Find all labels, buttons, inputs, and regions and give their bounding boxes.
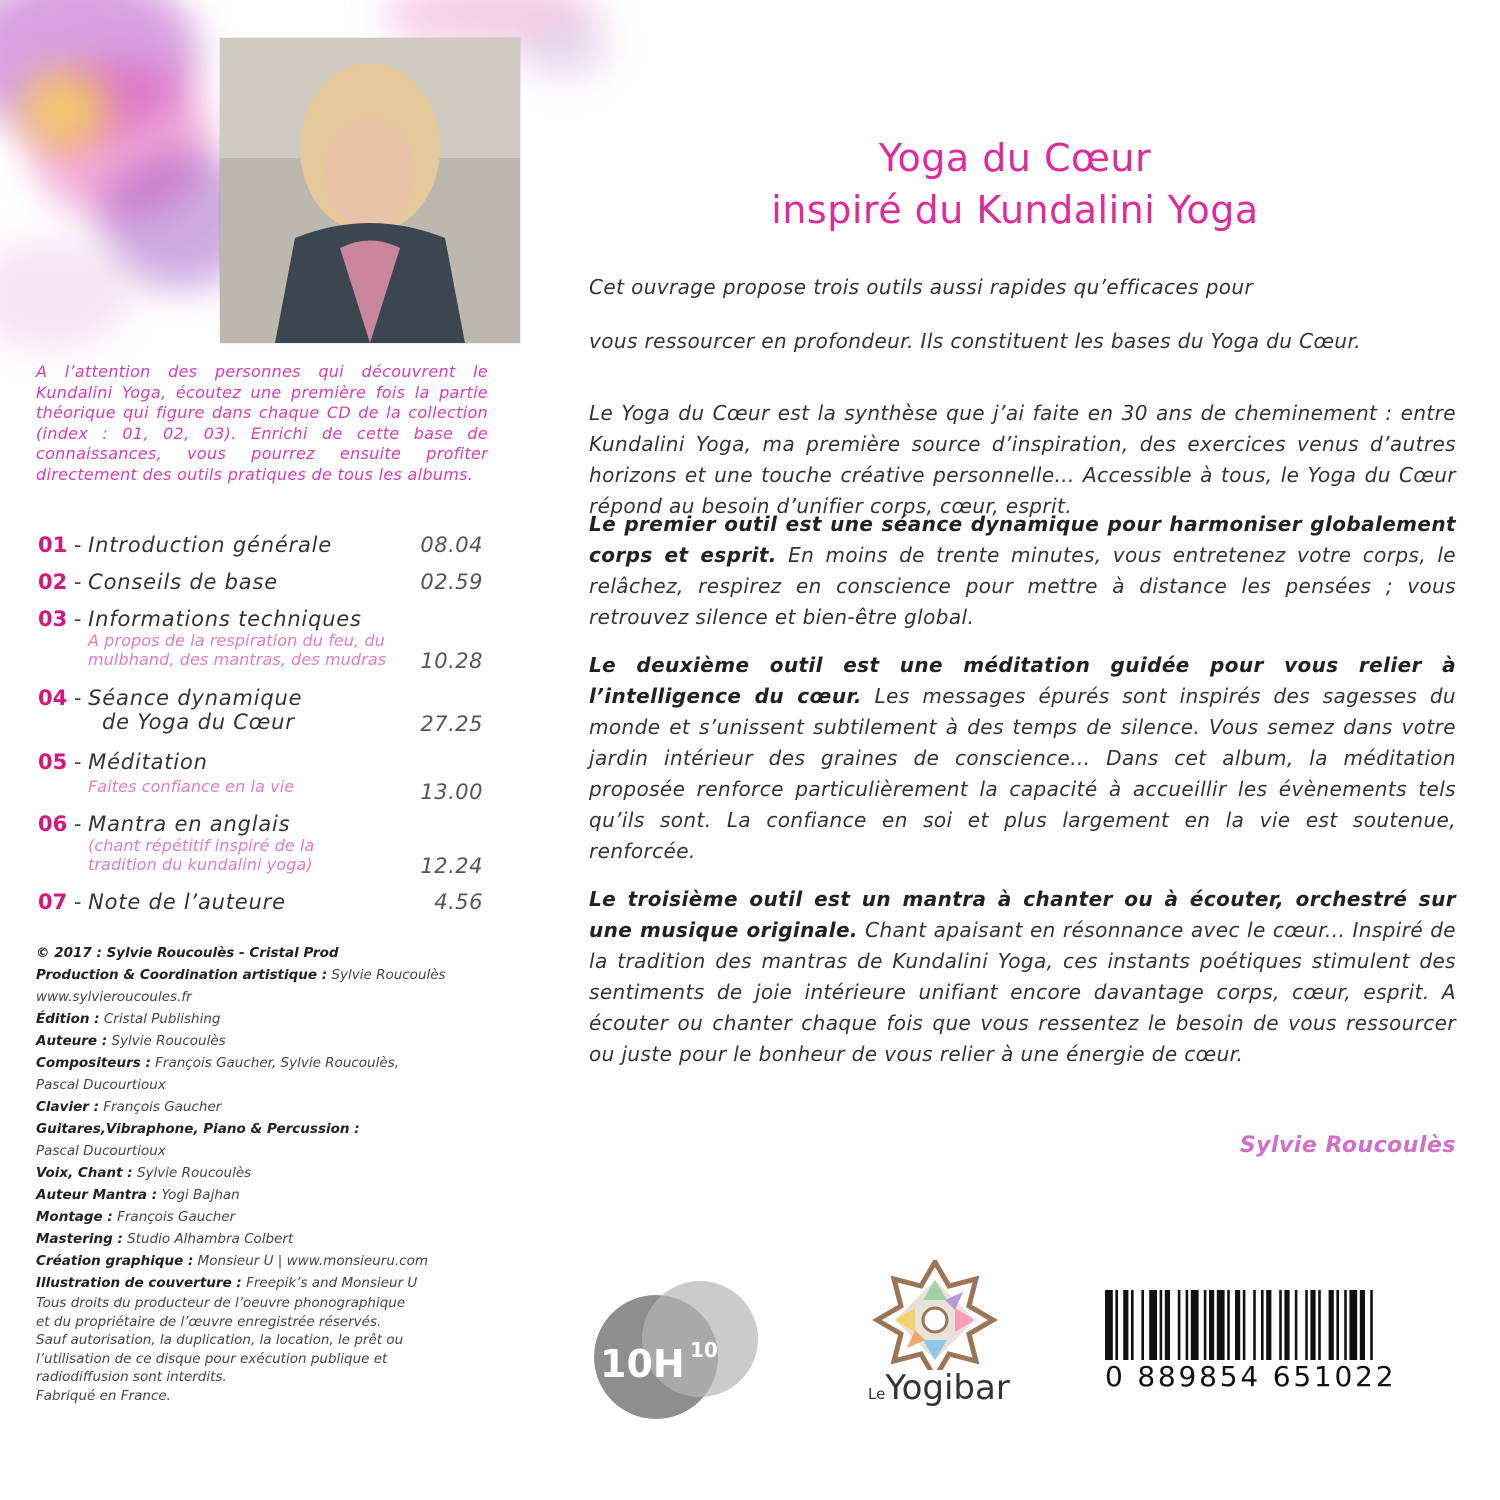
track-number: 05 [38, 750, 68, 774]
description-paragraph-1: Cet ouvrage propose trois outils aussi rapides qu’efficaces pour vous ressourcer en profondeur. Ils constituent les bases du Yoga du Cœur. [589, 275, 1362, 353]
track-title: Méditation [88, 750, 208, 774]
track-number: 04 [38, 686, 68, 710]
track-row: 03 - Informations techniques A propos de la respiration du feu, du mulbhand, des mantras, des mudras 10.28 [38, 607, 483, 673]
track-title: Introduction générale [88, 533, 333, 557]
description-paragraph-4: Le deuxième outil est une méditation guidée pour vous relier à l’intelligence du cœur. Les messages épurés sont inspirés des sagesses du monde et s’unissent subtilement à des temps de silence. Vous semez dans votre jardin intérieur des graines de conscience… Dans cet album, la méditation proposée renforce particulièrement la capacité à accueillir les évènements tels qu’ils sont. La confiance en soi et plus largement en la vie est soutenue, renforcée. [589, 653, 1457, 863]
yogibar-logo [855, 1260, 1015, 1370]
website-link[interactable]: www.sylvieroucoules.fr [36, 989, 192, 1005]
track-row: 04 - Séance dynamique de Yoga du Cœur 27.25 [38, 686, 483, 736]
track-number: 02 [38, 570, 68, 594]
track-duration: 27.25 [420, 712, 483, 736]
album-title: Yoga du Cœur inspiré du Kundalini Yoga [771, 136, 1259, 232]
track-duration: 12.24 [420, 854, 483, 878]
track-row: 01 - Introduction générale 08.04 [38, 533, 483, 557]
track-row: 07 - Note de l’auteure 4.56 [38, 890, 483, 914]
track-number: 06 [38, 812, 68, 836]
description-paragraph-2: Le Yoga du Cœur est la synthèse que j’ai faite en 30 ans de cheminement : entre Kundalini Yoga, ma première source d’inspiration, des exercices venus d’autres horizons et une touche créative personnelle... Accessible à tous, le Yoga du Cœur répond au besoin d’unifier corps, cœur, esprit. [589, 401, 1456, 518]
track-duration: 4.56 [434, 890, 483, 914]
track-number: 03 [38, 607, 68, 631]
author-portrait-photo [220, 38, 520, 343]
track-duration: 13.00 [420, 780, 483, 804]
track-duration: 08.04 [420, 533, 483, 557]
track-title: Informations techniques [88, 607, 362, 631]
track-duration: 10.28 [420, 649, 483, 673]
legal-notice: Tous droits du producteur de l’oeuvre phonographique et du propriétaire de l’œuvre enregistrée réservés. Sauf autorisation, la duplication, la location, le prêt ou l’utilisation de ce disque pour exécution publique et radiodiffusion sont interdits. Fabriqué en France. [36, 1295, 406, 1404]
svg-text:10H: 10H [600, 1342, 685, 1386]
intro-paragraph: A l’attention des personnes qui découvrent le Kundalini Yoga, écoutez une première fois la partie théorique qui figure dans chaque CD de la collection (index : 01, 02, 03). Enrichi de cette base de connaissances, vous pourrez ensuite profiter directement des outils pratiques de tous les albums. [36, 362, 488, 484]
credits-block: © 2017 : Sylvie Roucoulès - Cristal Prod Production & Coordination artistique : Sylvie Roucoulès www.sylvieroucoules.fr Édition : Cristal Publishing Auteure : Sylvie Roucoulès Compositeurs : François Gaucher, Sylvie Roucoulès, Pascal Ducourtioux Clavier : François Gaucher Guitares,Vibraphone, Piano & Percussion : Pascal Ducourtioux Voix, Chant : Sylvie Roucoulès Auteur Mantra : Yogi Bajhan Montage : François Gaucher Mastering : Studio Alhambra Colbert Création graphique : Monsieur U | www.monsieuru.com Illustration de couverture : Freepik’s and Monsieur U Tous droits du producteur de l’oeuvre phonographique et du propriétaire de l’œuvre enregistrée réservés. Sauf autorisation, la duplication, la location, le prêt ou l’utilisation de ce disque pour exécution publique et radiodiffusion sont interdits. Fabriqué en France. [36, 942, 496, 1405]
track-title: Note de l’auteure [88, 890, 286, 914]
track-title: Conseils de base [88, 570, 278, 594]
track-row: 02 - Conseils de base 02.59 [38, 570, 483, 594]
track-title: de Yoga du Cœur [102, 710, 295, 734]
track-number: 01 [38, 533, 68, 557]
track-title: Séance dynamique [88, 686, 303, 710]
barcode-number: 0 889854 651022 [1105, 1360, 1445, 1393]
track-subtitle: tradition du kundalini yoga) [88, 855, 313, 874]
description-paragraph-5: Le troisième outil est un mantra à chanter ou à écouter, orchestré sur une musique originale. Chant apaisant en résonnance avec le cœur... Inspiré de la tradition des mantras de Kundalini Yoga, ces instants poétiques stimulent des sentiments de joie intérieure unifiant encore davantage corps, cœur, esprit. A écouter ou chanter chaque fois que vous ressentez le besoin de vous ressourcer ou juste pour le bonheur de vous relier à une énergie de cœur. [589, 887, 1457, 1066]
signature: Sylvie Roucoulès [1239, 1133, 1456, 1158]
track-subtitle: A propos de la respiration du feu, du [88, 631, 385, 650]
track-title: Mantra en anglais [88, 812, 291, 836]
10h10-logo [590, 1275, 770, 1425]
copyright-line: © 2017 : Sylvie Roucoulès - Cristal Prod [36, 945, 339, 961]
svg-text:10: 10 [690, 1338, 718, 1362]
description-paragraph-3: Le premier outil est une séance dynamique pour harmoniser globalement corps et esprit. En moins de trente minutes, vous entretenez votre corps, le relâchez, respirez en conscience pour mettre à distance les pensées ; vous retrouvez silence et bien-être global. [589, 512, 1457, 629]
track-subtitle: mulbhand, des mantras, des mudras [88, 650, 387, 669]
track-row: 05 - Méditation Faites confiance en la vie 13.00 [38, 750, 483, 804]
track-row: 06 - Mantra en anglais (chant répétitif inspiré de la tradition du kundalini yoga) 12.24 [38, 812, 483, 878]
tracklist [38, 533, 483, 924]
track-subtitle: Faites confiance en la vie [88, 777, 295, 796]
track-subtitle: (chant répétitif inspiré de la [88, 836, 315, 855]
track-number: 07 [38, 890, 68, 914]
track-duration: 02.59 [420, 570, 483, 594]
yogibar-wordmark: LeYogibar [868, 1368, 1010, 1408]
